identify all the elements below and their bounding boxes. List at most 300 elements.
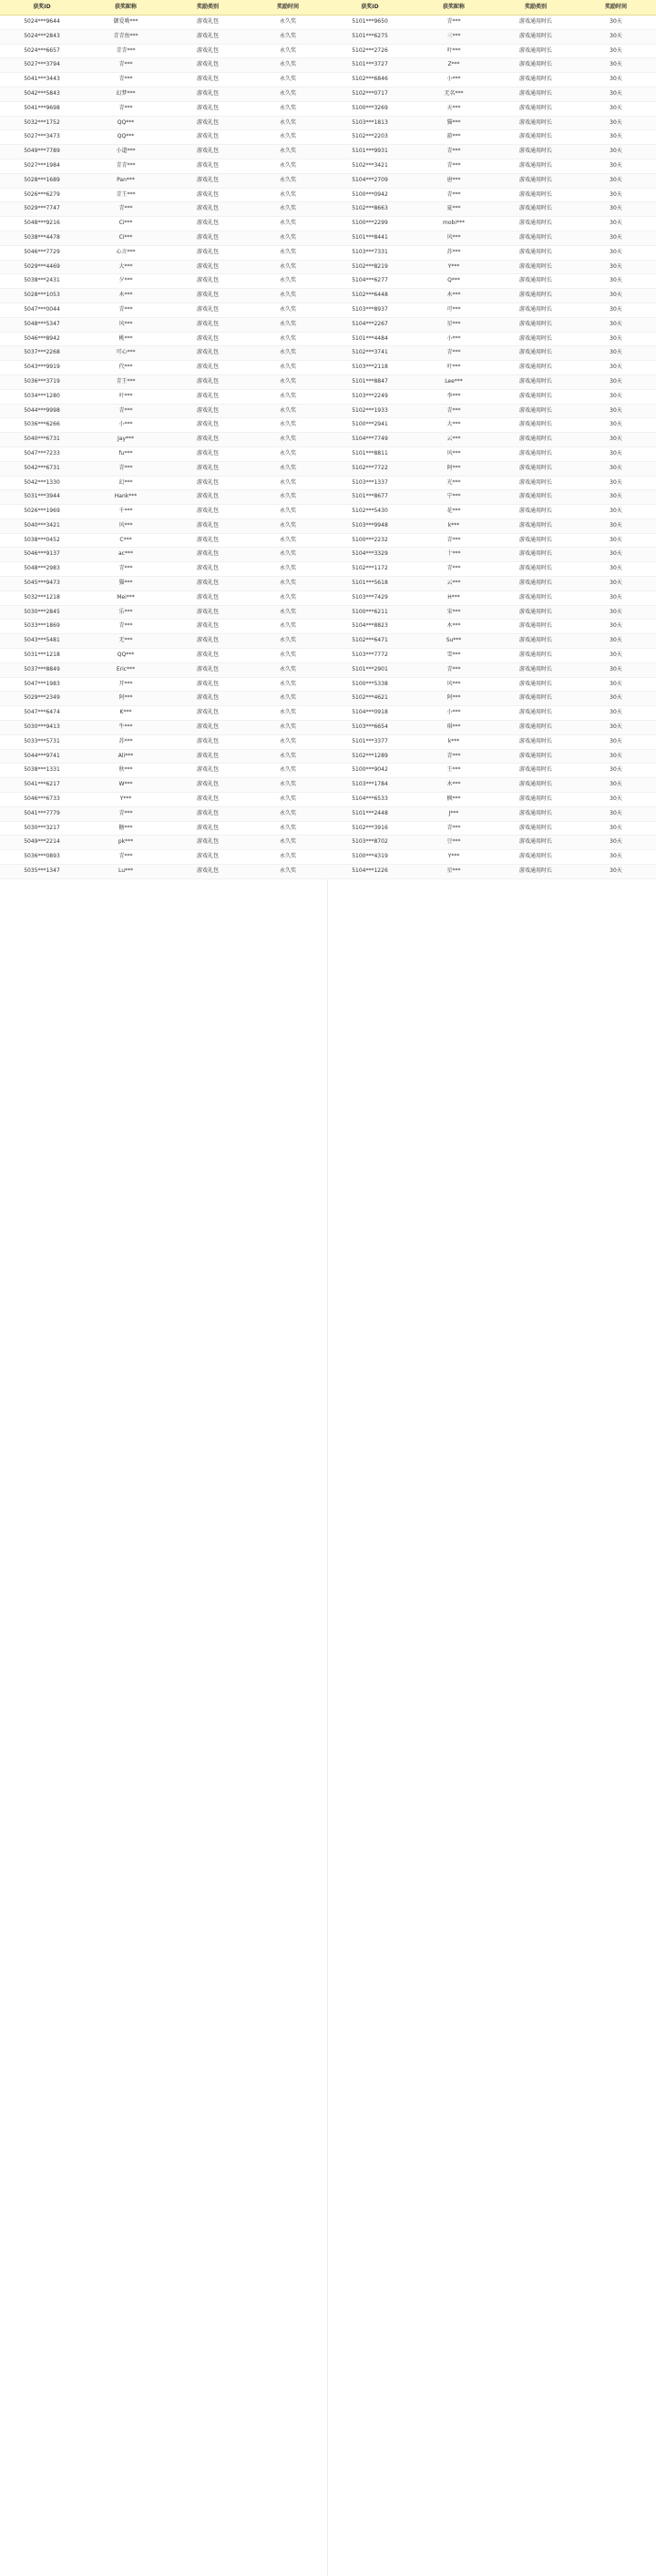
cell-category: 游戏礼包 [196,680,219,687]
table-row [0,822,328,836]
cell-id: 5036***0893 [24,853,60,860]
cell-time: 永久奖 [279,781,296,788]
cell-time: 30天 [610,104,622,111]
cell-id: 5100***3269 [352,104,388,111]
cell-category: 游戏礼包 [196,220,219,227]
cell-time: 永久奖 [279,18,296,25]
cell-time: 永久奖 [279,377,296,385]
cell-time: 永久奖 [279,292,296,299]
cell-category: 游戏礼包 [196,565,219,572]
cell-id: 5104***7749 [352,436,388,443]
cell-category: 游戏通用时长 [518,220,552,227]
cell-id: 5040***3421 [24,521,60,529]
cell-nickname: QQ*** [117,133,135,140]
cell-nickname: Eric*** [116,665,136,672]
cell-id: 5102***1172 [352,565,388,572]
cell-nickname: 风*** [446,680,461,687]
cell-id: 5104***0918 [352,709,388,716]
table-row [0,15,328,30]
cell-id: 5031***3944 [24,493,60,500]
cell-category: 游戏通用时长 [518,148,552,155]
cell-time: 30天 [610,593,622,600]
table-row [328,721,656,735]
cell-nickname: 桃*** [118,334,133,342]
table-row [0,735,328,750]
table-row [0,865,328,879]
cell-category: 游戏通用时长 [518,334,552,342]
cell-id: 5102***3421 [352,161,388,169]
table-row [0,548,328,562]
cell-nickname: 青*** [446,190,461,198]
cell-nickname: Jay*** [118,436,134,443]
cell-nickname: 叶*** [446,46,461,54]
cell-nickname: 青*** [446,565,461,572]
cell-time: 30天 [610,76,622,83]
cell-id: 5048***5347 [24,320,60,327]
cell-category: 游戏礼包 [196,436,219,443]
cell-time: 永久奖 [279,305,296,313]
col-header-category: 奖励类别 [524,4,547,10]
table-row [328,58,656,73]
cell-nickname: Y*** [447,853,460,860]
cell-time: 30天 [610,176,622,183]
cell-time: 30天 [610,89,622,97]
cell-id: 5048***2983 [24,565,60,572]
table-row [328,303,656,318]
table-row [328,606,656,621]
cell-time: 永久奖 [279,493,296,500]
cell-nickname: 青*** [118,622,133,630]
cell-category: 游戏通用时长 [518,508,552,515]
cell-nickname: 风*** [118,521,133,529]
col-header-id: 获奖ID [361,4,379,10]
table-row [328,174,656,189]
table-row [328,462,656,477]
table-row [0,836,328,850]
col-header-id: 获奖ID [33,4,51,10]
cell-category: 游戏礼包 [196,392,219,399]
cell-nickname: Lu*** [118,867,134,875]
cell-category: 游戏通用时长 [518,652,552,659]
cell-category: 游戏通用时长 [518,694,552,702]
cell-category: 游戏通用时长 [518,565,552,572]
cell-category: 游戏礼包 [196,18,219,25]
cell-id: 5104***2709 [352,176,388,183]
cell-id: 5100***2232 [352,536,388,543]
table-row [328,145,656,159]
table-row [328,30,656,45]
cell-time: 永久奖 [279,262,296,270]
cell-id: 5045***9473 [24,580,60,587]
cell-time: 永久奖 [279,766,296,774]
cell-time: 永久奖 [279,176,296,183]
cell-nickname: 青王*** [116,190,136,198]
cell-category: 游戏通用时长 [518,305,552,313]
cell-time: 30天 [610,118,622,126]
table-row [328,706,656,721]
cell-id: 5103***8937 [352,305,388,313]
cell-category: 游戏礼包 [196,853,219,860]
cell-category: 游戏通用时长 [518,248,552,255]
cell-category: 游戏通用时长 [518,61,552,68]
cell-category: 游戏通用时长 [518,838,552,846]
cell-nickname: 云*** [446,580,461,587]
cell-time: 30天 [610,32,622,39]
cell-nickname: 青*** [446,536,461,543]
table-row [0,58,328,73]
cell-id: 5103***7772 [352,652,388,659]
table-row [0,649,328,663]
table-row [328,117,656,131]
table-row [0,692,328,706]
cell-time: 永久奖 [279,148,296,155]
table-row [0,706,328,721]
cell-id: 5101***4484 [352,334,388,342]
cell-nickname: 青*** [446,349,461,356]
cell-category: 游戏通用时长 [518,406,552,414]
cell-id: 5101***9931 [352,148,388,155]
cell-time: 永久奖 [279,752,296,759]
cell-time: 30天 [610,652,622,659]
cell-nickname: 青*** [118,104,133,111]
table-row [0,477,328,491]
table-row [0,433,328,447]
table-row [0,577,328,591]
cell-id: 5103***1784 [352,781,388,788]
table-row [328,87,656,102]
cell-nickname: 牛*** [118,724,133,731]
cell-id: 5103***2118 [352,364,388,371]
right-table-body [328,15,656,879]
cell-category: 游戏礼包 [196,449,219,457]
cell-nickname: 宁*** [446,493,461,500]
cell-nickname: 开*** [118,680,133,687]
cell-id: 5027***3794 [24,61,60,68]
cell-category: 游戏礼包 [196,637,219,644]
cell-time: 永久奖 [279,61,296,68]
cell-id: 5100***2941 [352,421,388,428]
table-row [328,577,656,591]
table-row [328,505,656,519]
cell-id: 5101***3377 [352,737,388,744]
cell-id: 5048***9216 [24,220,60,227]
cell-time: 30天 [610,436,622,443]
cell-category: 游戏通用时长 [518,349,552,356]
table-row [0,303,328,318]
table-row [0,145,328,159]
cell-time: 30天 [610,478,622,486]
cell-category: 游戏通用时长 [518,377,552,385]
cell-nickname: 青*** [118,76,133,83]
cell-nickname: 无*** [118,637,133,644]
cell-id: 5104***1226 [352,867,388,875]
cell-nickname: 青*** [446,406,461,414]
cell-id: 5046***6733 [24,795,60,803]
table-row [328,807,656,822]
cell-time: 永久奖 [279,436,296,443]
cell-category: 游戏通用时长 [518,853,552,860]
cell-category: 游戏礼包 [196,580,219,587]
cell-time: 永久奖 [279,133,296,140]
table-row [0,45,328,59]
table-row [0,346,328,361]
cell-time: 永久奖 [279,32,296,39]
cell-time: 30天 [610,608,622,615]
cell-time: 永久奖 [279,161,296,169]
cell-nickname: 游*** [446,133,461,140]
cell-id: 5100***5338 [352,680,388,687]
cell-nickname: 小道*** [116,148,136,155]
right-table [328,0,656,2576]
cell-time: 30天 [610,565,622,572]
table-row [0,764,328,778]
cell-category: 游戏礼包 [196,824,219,831]
cell-id: 5029***4469 [24,262,60,270]
right-table-header [328,0,656,15]
cell-id: 5101***2448 [352,809,388,816]
cell-nickname: 幻*** [118,478,133,486]
cell-nickname: mobi*** [443,220,465,227]
cell-category: 游戏礼包 [196,709,219,716]
cell-category: 游戏通用时长 [518,104,552,111]
cell-id: 5028***1689 [24,176,60,183]
table-row [328,534,656,549]
cell-category: 游戏通用时长 [518,392,552,399]
cell-time: 30天 [610,133,622,140]
cell-nickname: 幻梦*** [116,89,136,97]
cell-time: 永久奖 [279,392,296,399]
cell-category: 游戏礼包 [196,377,219,385]
table-row [328,836,656,850]
cell-nickname: Ci*** [118,220,133,227]
table-row [328,231,656,246]
cell-time: 30天 [610,61,622,68]
cell-nickname: 秋*** [118,766,133,774]
cell-category: 游戏礼包 [196,118,219,126]
cell-time: 30天 [610,233,622,241]
cell-time: 30天 [610,18,622,25]
cell-id: 5101***8811 [352,449,388,457]
cell-category: 游戏礼包 [196,838,219,846]
cell-category: 游戏通用时长 [518,32,552,39]
cell-time: 30天 [610,320,622,327]
cell-category: 游戏通用时长 [518,593,552,600]
cell-time: 永久奖 [279,608,296,615]
cell-nickname: 千*** [118,508,133,515]
cell-category: 游戏通用时长 [518,364,552,371]
cell-category: 游戏礼包 [196,61,219,68]
table-row [328,159,656,174]
cell-nickname: 雪*** [446,652,461,659]
cell-time: 永久奖 [279,637,296,644]
cell-category: 游戏通用时长 [518,421,552,428]
cell-nickname: k*** [447,521,460,529]
cell-nickname: ac*** [118,550,133,558]
table-row [328,246,656,261]
cell-nickname: Lee*** [445,377,463,385]
cell-id: 5030***3217 [24,824,60,831]
cell-time: 30天 [610,580,622,587]
cell-id: 5102***6471 [352,637,388,644]
table-row [328,649,656,663]
cell-nickname: 大*** [446,421,461,428]
cell-nickname: 豆*** [446,838,461,846]
cell-category: 游戏礼包 [196,76,219,83]
table-row [328,274,656,289]
table-row [0,490,328,505]
cell-nickname: 阿*** [446,694,461,702]
table-row [328,663,656,678]
cell-time: 30天 [610,809,622,816]
cell-time: 30天 [610,262,622,270]
cell-time: 永久奖 [279,838,296,846]
table-row [328,562,656,577]
table-row [328,102,656,117]
cell-time: 永久奖 [279,809,296,816]
cell-category: 游戏通用时长 [518,536,552,543]
cell-time: 30天 [610,838,622,846]
cell-nickname: 青*** [446,161,461,169]
cell-id: 5101***3727 [352,61,388,68]
cell-category: 游戏通用时长 [518,436,552,443]
cell-category: 游戏通用时长 [518,464,552,471]
table-row [0,130,328,145]
cell-time: 永久奖 [279,104,296,111]
cell-category: 游戏礼包 [196,205,219,212]
cell-nickname: 苏*** [118,737,133,744]
cell-nickname: Pan*** [117,176,135,183]
cell-id: 5049***2214 [24,838,60,846]
cell-nickname: 木*** [446,781,461,788]
cell-id: 5035***1347 [24,867,60,875]
cell-category: 游戏通用时长 [518,89,552,97]
cell-id: 5042***5843 [24,89,60,97]
cell-nickname: 花*** [446,508,461,515]
table-row [328,433,656,447]
cell-id: 5041***6217 [24,781,60,788]
table-row [328,15,656,30]
cell-nickname: 夕*** [118,277,133,284]
cell-time: 30天 [610,680,622,687]
cell-category: 游戏礼包 [196,104,219,111]
table-row [0,333,328,347]
cell-nickname: 小*** [446,76,461,83]
cell-category: 游戏礼包 [196,320,219,327]
cell-category: 游戏通用时长 [518,46,552,54]
cell-id: 5104***6277 [352,277,388,284]
cell-category: 游戏通用时长 [518,809,552,816]
cell-category: 游戏礼包 [196,593,219,600]
cell-nickname: Y*** [447,262,460,270]
cell-nickname: 青*** [118,853,133,860]
cell-category: 游戏礼包 [196,349,219,356]
cell-nickname: 小*** [118,421,133,428]
table-row [0,73,328,87]
table-row [328,418,656,433]
cell-category: 游戏礼包 [196,550,219,558]
table-row [328,850,656,865]
cell-nickname: H*** [447,593,460,600]
cell-id: 5024***6657 [24,46,60,54]
cell-time: 永久奖 [279,349,296,356]
table-row [328,390,656,405]
cell-nickname: 御爱呦*** [113,18,138,25]
cell-nickname: 枫*** [446,795,461,803]
cell-time: 永久奖 [279,320,296,327]
cell-id: 5024***2843 [24,32,60,39]
cell-id: 5046***8942 [24,334,60,342]
cell-time: 30天 [610,248,622,255]
cell-time: 30天 [610,148,622,155]
cell-time: 永久奖 [279,220,296,227]
cell-id: 5038***2431 [24,277,60,284]
col-header-nickname: 获奖昵称 [442,4,465,10]
cell-category: 游戏通用时长 [518,320,552,327]
cell-id: 5043***5481 [24,637,60,644]
cell-time: 30天 [610,46,622,54]
cell-category: 游戏礼包 [196,521,219,529]
table-row [0,375,328,390]
cell-id: 5047***7233 [24,449,60,457]
cell-category: 游戏通用时长 [518,233,552,241]
col-header-time: 奖励时间 [276,4,299,10]
cell-time: 30天 [610,161,622,169]
cell-id: 5037***8849 [24,665,60,672]
table-row [0,721,328,735]
cell-id: 5102***5430 [352,508,388,515]
table-row [0,678,328,693]
table-row [0,102,328,117]
cell-category: 游戏通用时长 [518,781,552,788]
cell-nickname: 猫*** [446,118,461,126]
cell-nickname: 王*** [446,766,461,774]
cell-category: 游戏通用时长 [518,824,552,831]
cell-nickname: 阿*** [446,464,461,471]
cell-category: 游戏礼包 [196,248,219,255]
cell-time: 30天 [610,521,622,529]
cell-nickname: K*** [119,709,132,716]
cell-time: 30天 [610,766,622,774]
cell-id: 5104***2267 [352,320,388,327]
cell-category: 游戏通用时长 [518,637,552,644]
cell-time: 永久奖 [279,521,296,529]
cell-nickname: 宋*** [446,608,461,615]
cell-time: 永久奖 [279,853,296,860]
table-row [328,548,656,562]
cell-id: 5042***6731 [24,464,60,471]
table-row [0,246,328,261]
table-row [328,261,656,275]
cell-time: 30天 [610,349,622,356]
cell-time: 永久奖 [279,233,296,241]
cell-nickname: 乐*** [118,608,133,615]
table-row [0,620,328,634]
cell-category: 游戏通用时长 [518,190,552,198]
cell-id: 5026***6279 [24,190,60,198]
cell-nickname: 星*** [446,320,461,327]
cell-category: 游戏通用时长 [518,18,552,25]
table-row [328,217,656,231]
cell-time: 30天 [610,694,622,702]
table-row [0,663,328,678]
cell-id: 5103***1337 [352,478,388,486]
cell-time: 永久奖 [279,46,296,54]
cell-time: 30天 [610,709,622,716]
cell-id: 5104***8823 [352,622,388,630]
cell-category: 游戏通用时长 [518,76,552,83]
cell-time: 永久奖 [279,724,296,731]
cell-id: 5047***0044 [24,305,60,313]
